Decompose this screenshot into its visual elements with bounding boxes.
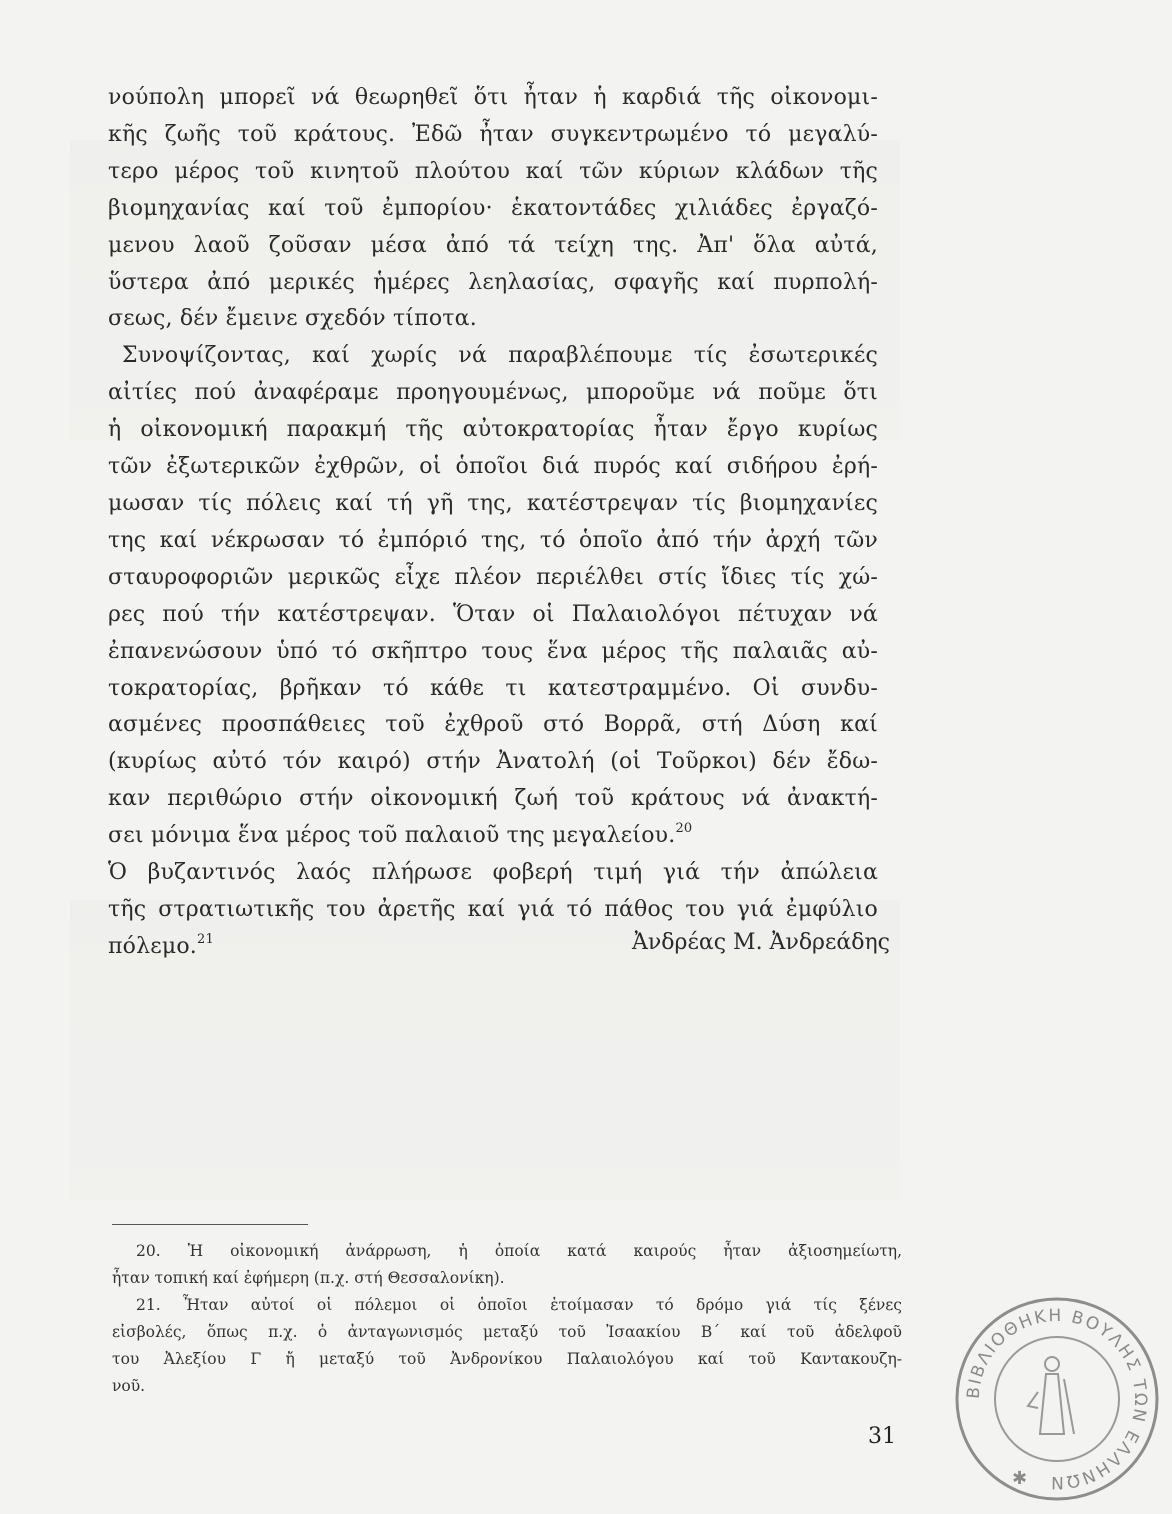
- svg-text:ΒΙΒΛΙΟΘΗΚΗ ΒΟΥΛΗΣ ΤΩΝ ΕΛΛΗΝΩΝ: [964, 1306, 1150, 1492]
- text-line-content: σει μόνιμα ἕνα μέρος τοῦ παλαιοῦ της μεγαλείου.: [108, 823, 676, 849]
- footnote-line: του Ἀλεξίου Γ ἤ μεταξύ τοῦ Ἀνδρονίκου Παλαιολόγου καί τοῦ Καντακουζη-: [112, 1350, 902, 1368]
- text-line: ἐπανενώσουν ὑπό τό σκῆπτρο τους ἕνα μέρος τῆς παλαιᾶς αὐ-: [108, 638, 878, 664]
- text-line: Συνοψίζοντας, καί χωρίς νά παραβλέπουμε τίς ἐσωτερικές: [122, 343, 878, 369]
- text-line: σταυροφοριῶν μερικῶς εἶχε πλέον περιέλθει στίς ἴδιες τίς χώ-: [108, 564, 878, 590]
- text-line: σεως, δέν ἔμεινε σχεδόν τίποτα.: [108, 306, 477, 332]
- footnote-ref: 20: [675, 821, 693, 837]
- text-line-content: πόλεμο.: [108, 933, 197, 959]
- text-line: αἰτίες πού ἀναφέραμε προηγουμένως, μποροῦμε νά ποῦμε ὅτι: [108, 380, 878, 406]
- footnote-line: 20. Ἡ οἰκονομική ἀνάρρωση, ἡ ὁποία κατά καιρούς ἦταν ἀξιοσημείωτη,: [136, 1242, 902, 1260]
- footnote-line: εἰσβολές, ὅπως π.χ. ὁ ἀνταγωνισμός μεταξύ τοῦ Ἰσαακίου Β΄ καί τοῦ ἀδελφοῦ: [112, 1323, 902, 1341]
- footnote-ref: 21: [196, 931, 214, 947]
- text-line: ρες πού τήν κατέστρεψαν. Ὅταν οἱ Παλαιολόγοι πέτυχαν νά: [108, 601, 878, 627]
- footnote-line: νοῦ.: [112, 1377, 146, 1395]
- footnote-line: ἦταν τοπική καί ἐφήμερη (π.χ. στή Θεσσαλονίκη).: [112, 1269, 505, 1287]
- text-line: μενου λαοῦ ζοῦσαν μέσα ἀπό τά τείχη της. Ἀπ' ὅλα αὐτά,: [108, 232, 878, 258]
- footnote-divider: [112, 1224, 308, 1225]
- text-line: καν περιθώριο στήν οἰκονομική ζωή τοῦ κράτους νά ἀνακτή-: [108, 786, 878, 812]
- paragraph: [108, 80, 878, 338]
- paragraph: [108, 338, 878, 855]
- text-line: κῆς ζωῆς τοῦ κράτους. Ἐδῶ ἦταν συγκεντρωμένο τό μεγαλύ-: [108, 121, 878, 147]
- svg-text:✱: ✱: [1012, 1468, 1028, 1489]
- text-line: μωσαν τίς πόλεις καί τή γῆ της, κατέστρεψαν τίς βιομηχανίες: [108, 490, 878, 516]
- text-line: τοκρατορίας, βρῆκαν τό κάθε τι κατεστραμμένο. Οἱ συνδυ-: [108, 675, 878, 701]
- page-number: 31: [868, 1424, 896, 1449]
- text-line: ὕστερα ἀπό μερικές ἡμέρες λεηλασίας, σφαγῆς καί πυρπολή-: [108, 269, 878, 295]
- footnotes: [112, 1238, 902, 1400]
- text-line: τῶν ἐξωτερικῶν ἐχθρῶν, οἱ ὁποῖοι διά πυρός καί σιδήρου ἐρή-: [108, 454, 878, 480]
- text-line: τῆς στρατιωτικῆς του ἀρετῆς καί γιά τό πάθος του γιά ἐμφύλιο: [108, 896, 878, 922]
- text-line: ἡ οἰκονομική παρακμή τῆς αὐτοκρατορίας ἦταν ἔργο κυρίως: [108, 417, 878, 443]
- author-signature: Ἀνδρέας Μ. Ἀνδρεάδης: [632, 930, 890, 955]
- text-line: βιομηχανίας καί τοῦ ἐμπορίου· ἑκατοντάδες χιλιάδες ἐργαζό-: [108, 195, 878, 221]
- footnote: [112, 1292, 902, 1400]
- footnote: [112, 1238, 902, 1292]
- footnote-line: 21. Ἦταν αὐτοί οἱ πόλεμοι οἱ ὁποῖοι ἑτοίμασαν τό δρόμο γιά τίς ξένες: [136, 1296, 902, 1314]
- text-line: ασμένες προσπάθειες τοῦ ἐχθροῦ στό Βορρᾶ, στή Δύση καί: [108, 712, 878, 738]
- text-line: [108, 818, 878, 855]
- text-line: (κυρίως αὐτό τόν καιρό) στήν Ἀνατολή (οἱ Τοῦρκοι) δέν ἔδω-: [108, 749, 878, 775]
- text-line: τερο μέρος τοῦ κινητοῦ πλούτου καί τῶν κύριων κλάδων τῆς: [108, 158, 878, 184]
- text-line: νούπολη μπορεῖ νά θεωρηθεῖ ὅτι ἦταν ἡ καρδιά τῆς οἰκονομι-: [108, 85, 878, 110]
- stamp-text: ΒΙΒΛΙΟΘΗΚΗ ΒΟΥΛΗΣ ΤΩΝ ΕΛΛΗΝΩΝ: [963, 1305, 1151, 1493]
- body-text: [108, 80, 878, 966]
- library-stamp-icon: [942, 1284, 1172, 1514]
- text-line: Ὁ βυζαντινός λαός πλήρωσε φοβερή τιμή γιά τήν ἀπώλεια: [108, 860, 878, 886]
- text-line: της καί νέκρωσαν τό ἐμπόριό της, τό ὁποῖο ἀπό τήν ἀρχή τῶν: [108, 527, 878, 553]
